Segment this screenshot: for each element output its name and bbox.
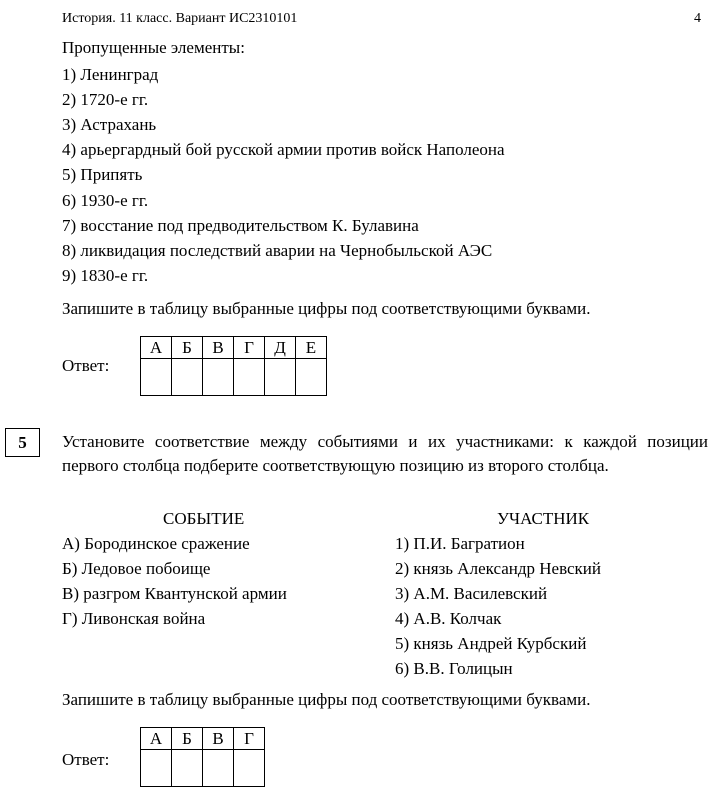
missing-element-item: 5) Припять [62, 165, 143, 185]
answer-column-letter: А [141, 337, 172, 359]
answer-column-letter: Г [234, 728, 265, 750]
missing-element-item: 4) арьергардный бой русской армии против войск Наполеона [62, 140, 505, 160]
missing-element-item: 6) 1930-е гг. [62, 190, 149, 210]
participant-item: 5) князь Андрей Курбский [395, 634, 587, 653]
participant-item: 6) В.В. Голицын [395, 659, 513, 678]
missing-elements-title: Пропущенные элементы: [62, 38, 245, 57]
event-item: А) Бородинское сражение [62, 534, 250, 553]
answer-column-letter: В [203, 337, 234, 359]
task5-instruction: Запишите в таблицу выбранные цифры под соответствующими буквами. [62, 690, 591, 709]
missing-element-item: 2) 1720-е гг. [62, 90, 149, 110]
answer-cell[interactable] [203, 359, 234, 396]
task4-instruction: Запишите в таблицу выбранные цифры под соответствующими буквами. [62, 299, 591, 318]
missing-element-item: 9) 1830-е гг. [62, 265, 149, 285]
answer-cell[interactable] [172, 750, 203, 787]
answer-column-letter: В [203, 728, 234, 750]
participant-item: 3) А.М. Василевский [395, 584, 548, 603]
answer-column-letter: Б [172, 337, 203, 359]
answer-cell[interactable] [234, 750, 265, 787]
answer-cell[interactable] [141, 750, 172, 787]
answer-column-letter: Б [172, 728, 203, 750]
answer-cell[interactable] [141, 359, 172, 396]
task-number-badge: 5 [5, 428, 40, 457]
event-item: В) разгром Квантунской армии [62, 584, 287, 603]
answer-column-letter: Д [265, 337, 296, 359]
missing-element-item: 1) Ленинград [62, 65, 159, 84]
answer-column-letter: Г [234, 337, 265, 359]
answer-column-letter: А [141, 728, 172, 750]
events-header: СОБЫТИЕ [163, 509, 245, 528]
answer-cell[interactable] [172, 359, 203, 396]
missing-element-item: 8) ликвидация последствий аварии на Чернобыльской АЭС [62, 240, 493, 260]
participant-item: 1) П.И. Багратион [395, 534, 525, 553]
participant-item: 4) А.В. Колчак [395, 609, 502, 628]
task5-prompt: Установите соответствие между событиями и их участниками: к каждой позиции первого столбца подберите соответствующую позицию из второго столбца. [62, 432, 708, 475]
page-number: 4 [694, 11, 701, 26]
answer-cell[interactable] [296, 359, 327, 396]
event-item: Б) Ледовое побоище [62, 559, 211, 578]
page-header-title: История. 11 класс. Вариант ИС2310101 [62, 11, 298, 26]
participant-item: 2) князь Александр Невский [395, 559, 601, 578]
task5-answer-label: Ответ: [62, 750, 110, 769]
task4-answer-table [140, 336, 327, 396]
answer-cell[interactable] [203, 750, 234, 787]
answer-column-letter: Е [296, 337, 327, 359]
answer-cell[interactable] [265, 359, 296, 396]
missing-element-item: 3) Астрахань [62, 115, 157, 135]
task5-answer-table [140, 727, 265, 787]
event-item: Г) Ливонская война [62, 609, 206, 628]
answer-cell[interactable] [234, 359, 265, 396]
task4-answer-label: Ответ: [62, 356, 110, 375]
participants-header: УЧАСТНИК [497, 509, 590, 528]
missing-element-item: 7) восстание под предводительством К. Булавина [62, 215, 419, 235]
